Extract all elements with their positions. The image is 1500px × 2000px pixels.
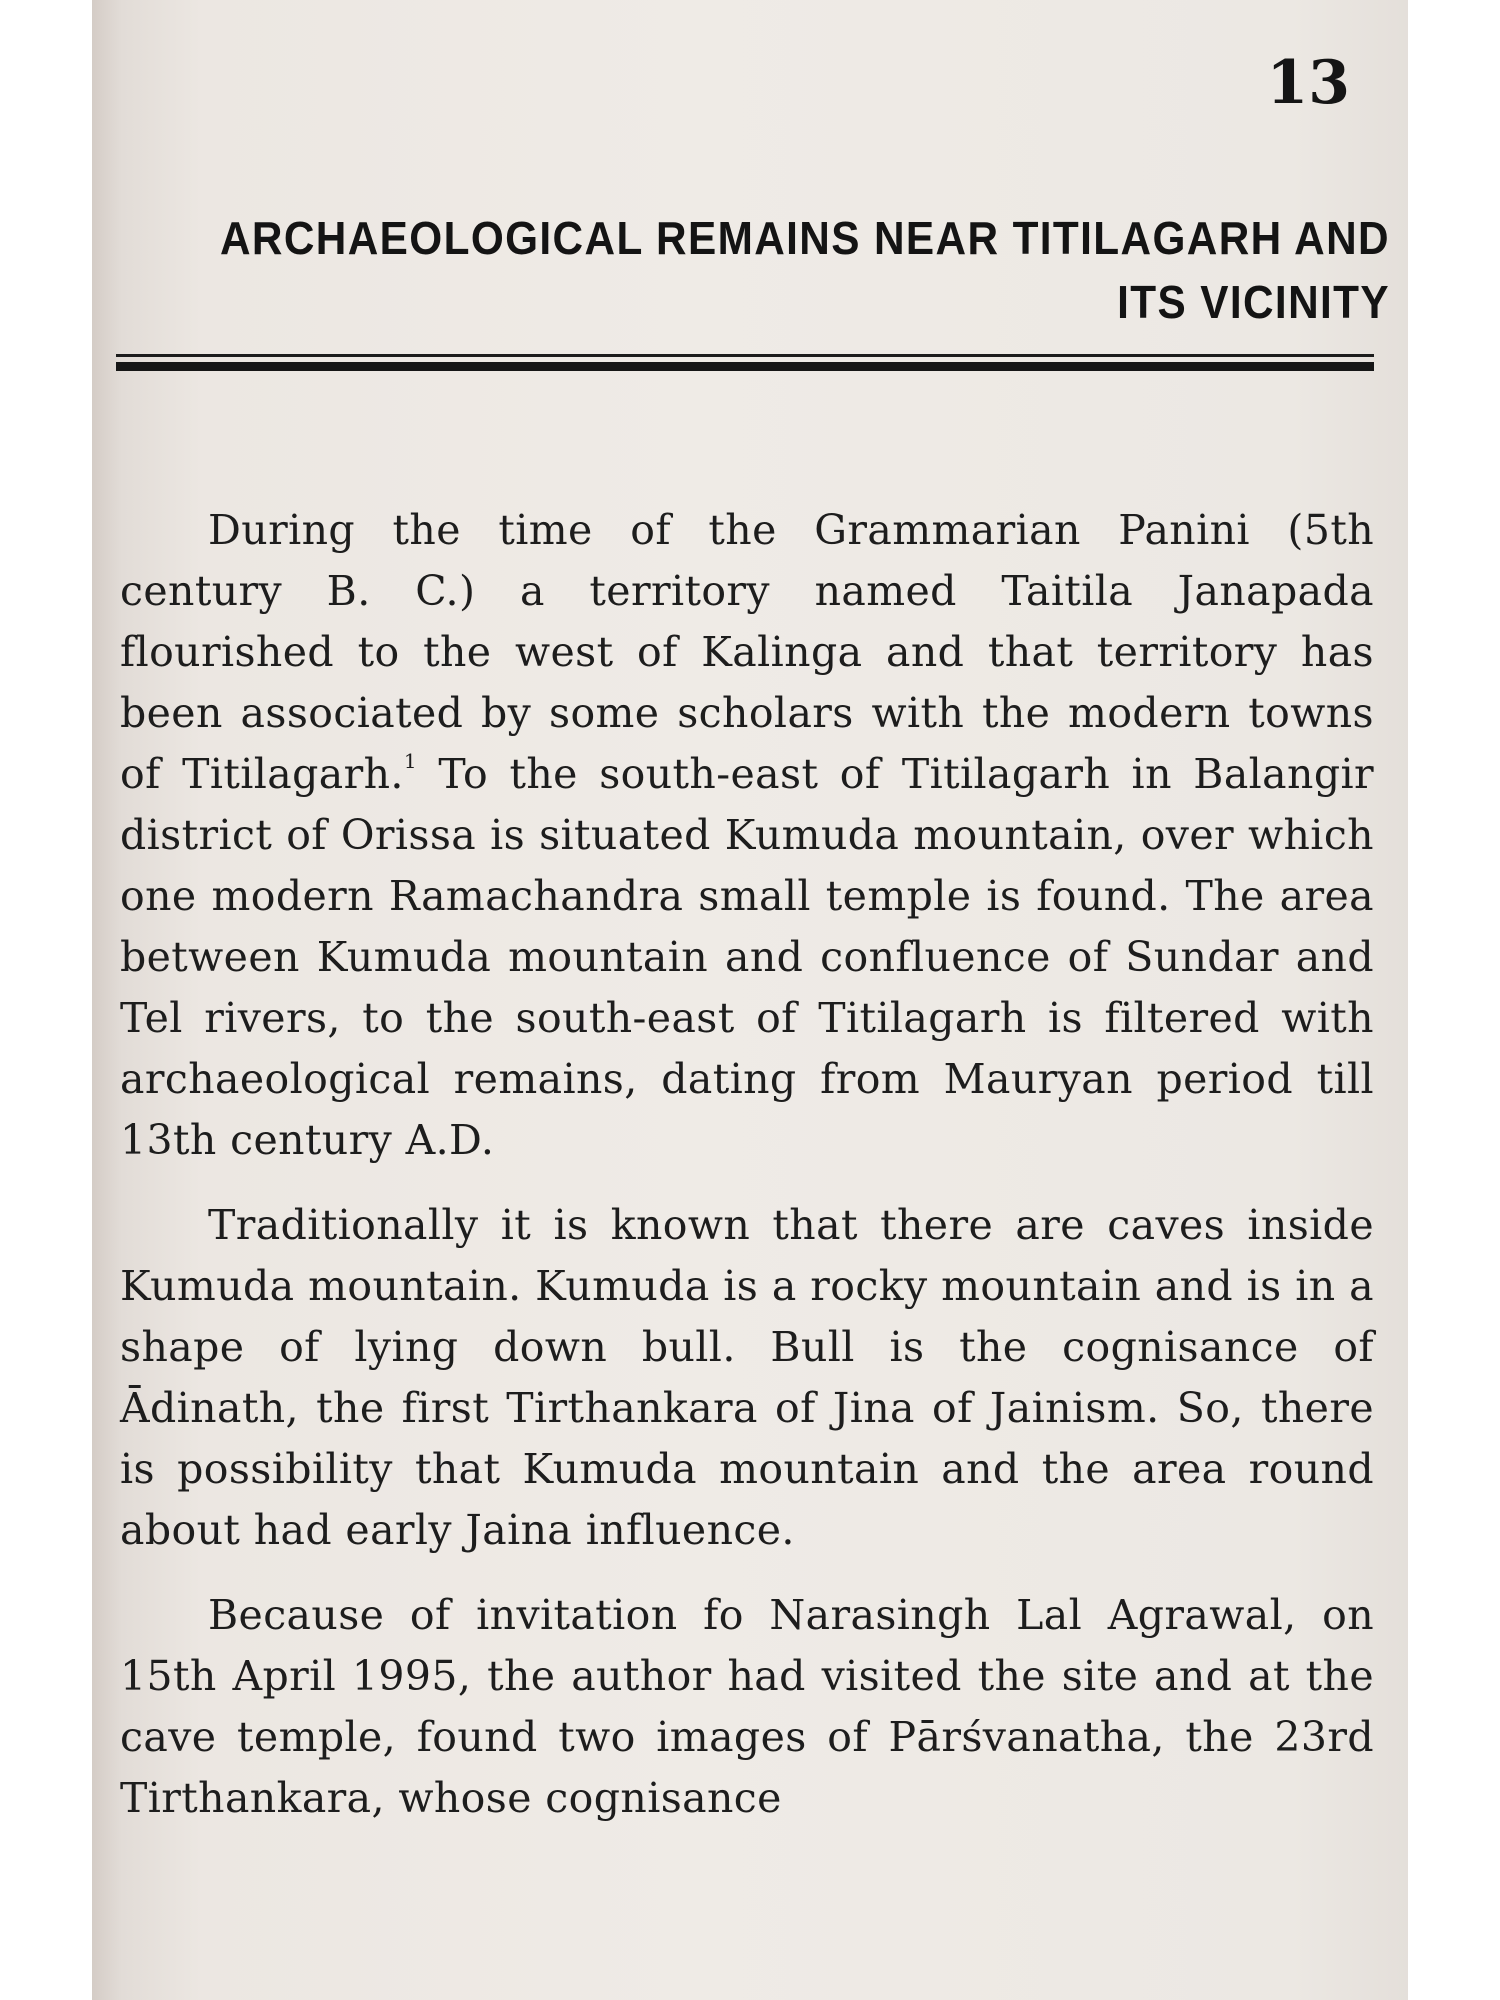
title-rule-thin xyxy=(116,354,1374,357)
book-page xyxy=(92,0,1408,2000)
page-number: 13 xyxy=(1266,48,1350,118)
paragraph-3: Because of invitation fo Narasingh Lal Agrawal, on 15th April 1995, the author had visited the site and at the cave temple, found two images of Pārśvanatha, the 23rd Tirthankara, whose cognisance xyxy=(120,1591,1374,1822)
chapter-title: ARCHAEOLOGICAL REMAINS NEAR TITILAGARH AND ITS VICINITY xyxy=(219,212,1391,328)
title-rule-thick xyxy=(116,362,1374,371)
body-text xyxy=(120,500,1374,1853)
paragraph-1-text-b: To the south-east of Titilagarh in Balangir district of Orissa is situated Kumuda mountain, over which one modern Ramachandra small temple is found. The area between Kumuda mountain and confluence of Sundar and Tel rivers, to the south-east of Titilagarh is filtered with archaeological remains, dating from Mauryan period till 13th century A.D. xyxy=(120,750,1374,1164)
paragraph-1-text-a: During the time of the Grammarian Panini (5th century B. C.) a territory named Taitila Janapada flourished to the west of Kalinga and that territory has been associated by some scholars with the modern towns of Titilagarh. xyxy=(120,506,1374,798)
paragraph-2: Traditionally it is known that there are caves inside Kumuda mountain. Kumuda is a rocky mountain and is in a shape of lying down bull. Bull is the cognisance of Ādinath, the first Tirthankara of Jina of Jainism. So, there is possibility that Kumuda mountain and the area round about had early Jaina influence. xyxy=(120,1201,1374,1554)
paragraph-1 xyxy=(120,500,1374,1171)
footnote-ref: 1 xyxy=(403,749,417,773)
